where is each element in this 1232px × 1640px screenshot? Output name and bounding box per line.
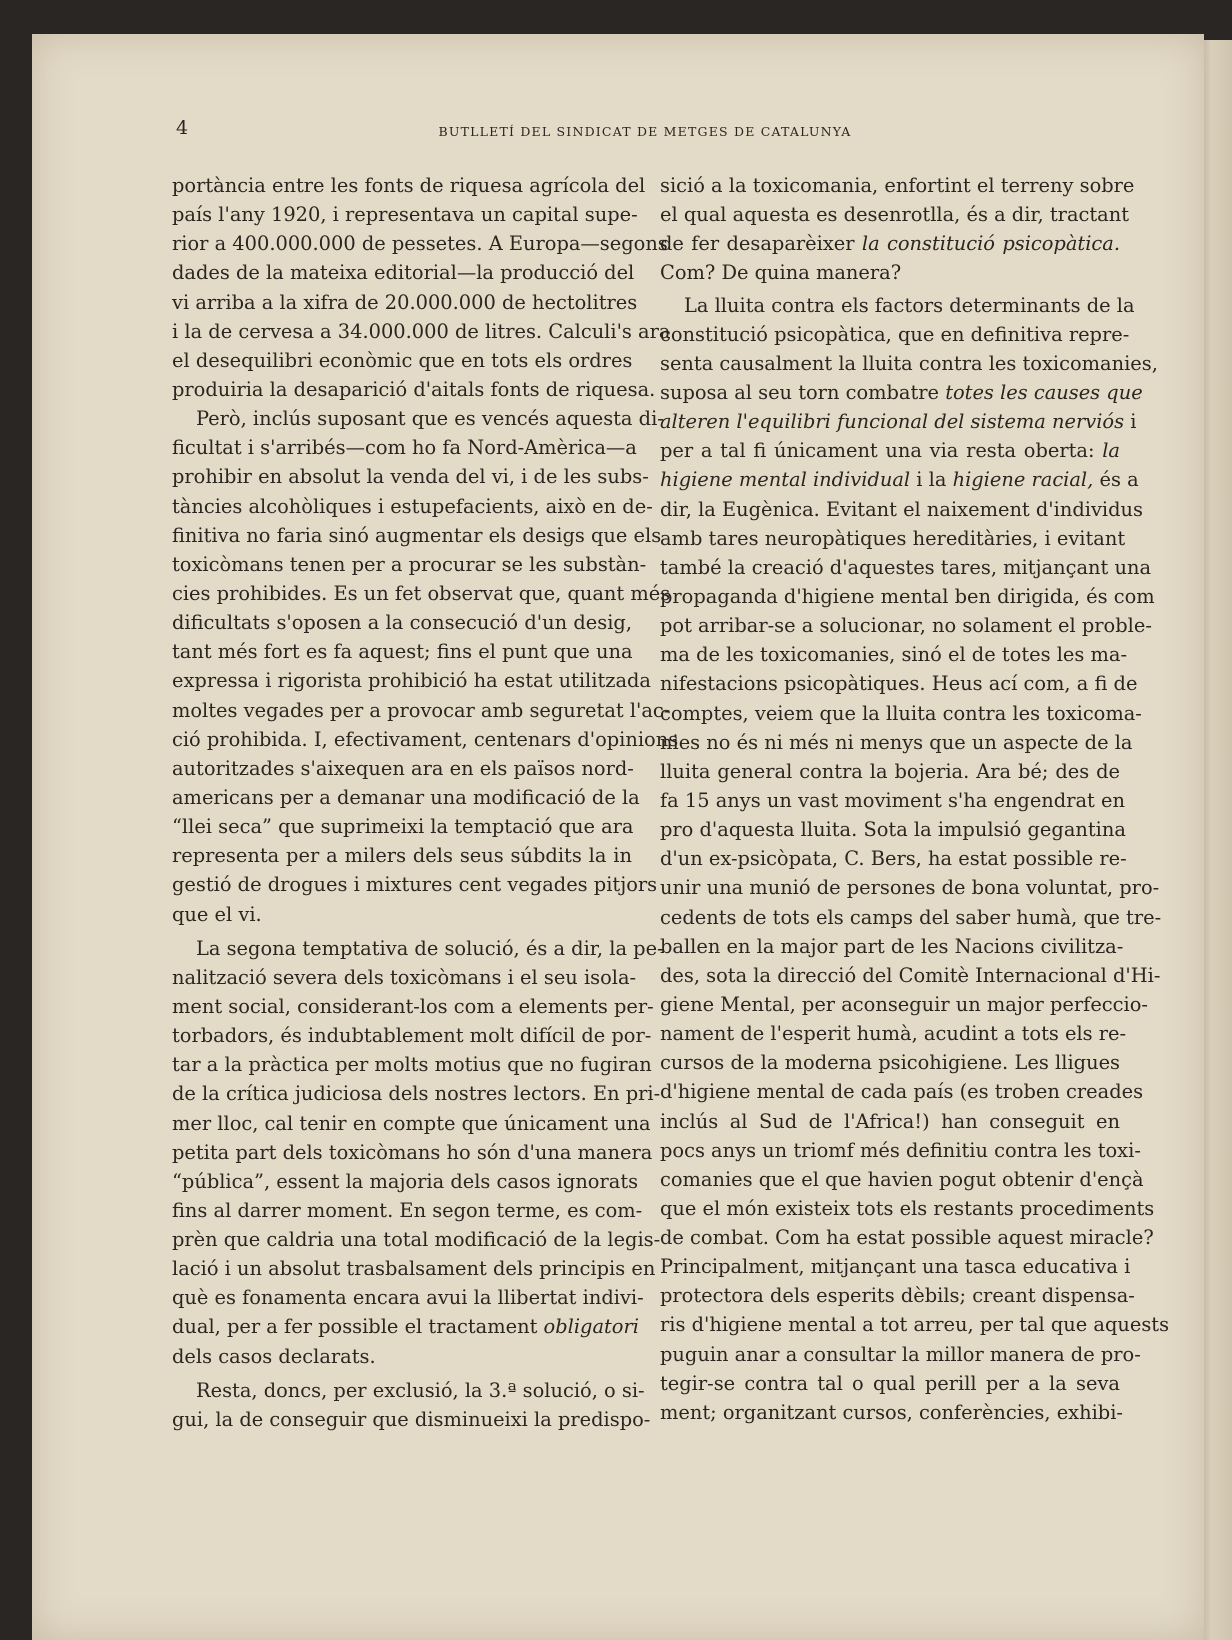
text-line [172,841,632,870]
text-line [660,1165,1144,1194]
text-line [660,1136,1141,1165]
line-text: de fer desaparèixer [660,232,862,256]
text-line [660,728,1133,757]
text-line [172,1196,643,1225]
text-line [660,1398,1123,1427]
text-line [660,990,1148,1019]
line-text: Principalment, mitjançant una tasca educativa i [660,1255,1131,1279]
text-line [172,608,632,637]
line-text: produiria la desaparició d'aitals fonts de riquesa. [172,377,656,401]
line-text: vi arriba a la xifra de 20.000.000 de hectolitres [172,290,638,314]
line-text: La lluita contra els factors determinants de la [684,293,1135,317]
line-text: pocs anys un triomf més definitiu contra les toxi- [660,1138,1141,1162]
text-line [172,637,632,666]
text-line [660,291,1135,320]
line-text: protectora dels esperits dèbils; creant dispensa- [660,1284,1135,1308]
text-line [660,378,1143,407]
line-text: “llei seca” que suprimeixi la temptació que ara [172,815,634,839]
italic-phrase: la [1102,439,1120,463]
line-text: portància entre les fonts de riquesa agrícola del [172,174,646,197]
text-line [660,1223,1154,1252]
line-text: representa per a milers dels seus súbdits la in [172,844,632,868]
line-text: gestió de drogues i mixtures cent vegades pitjors [172,873,658,897]
line-text: Però, inclús suposant que es vencés aquesta di- [196,407,664,431]
line-text: tant més fort es fa aquest; fins el punt que una [172,640,633,664]
text-line [172,783,640,812]
line-text: què es fonamenta encara avui la llibertat indivi- [172,1286,644,1310]
text-line [660,815,1126,844]
line-text: que el vi. [172,902,262,926]
line-text: prohibir en absolut la venda del vi, i de les subs- [172,465,649,489]
text-line [172,521,662,550]
text-line [172,900,632,929]
line-text: sició a la toxicomania, enfortint el terreny sobre [660,174,1135,197]
text-line [172,1167,639,1196]
text-line [660,1194,1155,1223]
line-text: és a [1093,468,1139,492]
text-line [660,407,1137,436]
line-text: americans per a demanar una modificació de la [172,785,640,809]
line-text: ballen en la major part de les Nacions civilitza- [660,934,1124,958]
left-text-column [172,171,679,1434]
line-text: mer lloc, cal tenir en compte que únicament una [172,1111,651,1135]
text-line [660,553,1152,582]
line-text: i [1124,410,1137,434]
text-line [172,1109,651,1138]
line-text: petita part dels toxicòmans ho són d'una manera [172,1140,653,1164]
text-line [172,1079,661,1108]
line-text: toxicòmans tenen per a procurar se les substàn- [172,552,647,576]
text-line [660,873,1160,902]
text-line [172,870,658,899]
line-text: també la creació d'aquestes tares, mitjançant una [660,555,1152,579]
running-head: BUTLLETÍ DEL SINDICAT DE METGES DE CATALUNYA [438,124,852,139]
text-line [660,1048,1120,1077]
text-line [172,1225,661,1254]
line-text: dual, per a fer possible el tractament [172,1315,544,1339]
line-text: nifestacions psicopàtiques. Heus ací com, a fi de [660,672,1138,696]
text-line [660,1281,1135,1310]
text-line [660,258,1120,287]
text-line [660,757,1120,786]
line-text: suposa al seu torn combatre [660,380,946,404]
text-line [172,696,671,725]
line-text: nament de l'esperit humà, acudint a tots els re- [660,1022,1127,1046]
line-text: propaganda d'higiene mental ben dirigida, és com [660,584,1155,608]
text-line [172,1283,644,1312]
text-line [660,1252,1131,1281]
text-line [660,495,1143,524]
text-line [172,666,651,695]
text-line [660,200,1130,229]
line-text: prèn que caldria una total modificació de la legis- [172,1228,661,1252]
line-text: d'higiene mental de cada país (es troben creades [660,1080,1144,1104]
text-line [660,582,1155,611]
text-line [660,640,1127,669]
line-text: finitiva no faria sinó augmentar els desigs que els [172,523,662,547]
line-text: ma de les toxicomanies, sinó el de totes les ma- [660,643,1127,667]
line-text: cursos de la moderna psicohigiene. Les lligues [660,1051,1120,1075]
line-text: dels casos declarats. [172,1344,376,1368]
text-line [172,258,635,287]
line-text: La segona temptativa de solució, és a dir, la pe- [196,936,664,960]
text-line [172,725,679,754]
line-text: el desequilibri econòmic que en tots els ordres [172,348,633,372]
line-text: país l'any 1920, i representava un capital supe- [172,203,638,227]
line-text: i la [910,468,953,492]
line-text: rior a 400.000.000 de pessetes. A Europa—segons [172,232,668,256]
text-line [660,1369,1120,1398]
line-text: pro d'aquesta lluita. Sota la impulsió gegantina [660,818,1126,842]
text-line [660,465,1139,494]
italic-phrase: la constitució psicopàtica. [861,232,1120,256]
line-text: ris d'higiene mental a tot arreu, per tal que aquests [660,1313,1170,1337]
text-line [660,229,1120,258]
text-line [172,433,637,462]
text-line [172,550,647,579]
line-text: constitució psicopàtica, que en definitiva repre- [660,322,1130,346]
text-line [660,1310,1170,1339]
line-text: nies no és ni més ni menys que un aspecte de la [660,730,1133,754]
text-line [172,1021,652,1050]
text-line [172,229,668,258]
text-line [660,320,1130,349]
text-line [660,932,1124,961]
line-text: comanies que el que havien pogut obtenir d'ençà [660,1167,1144,1191]
text-line [172,934,664,963]
text-line [660,844,1127,873]
line-text: dir, la Eugènica. Evitant el naixement d'individus [660,497,1143,521]
line-text: i la de cervesa a 34.000.000 de litres. Calculi's ara [172,319,671,343]
line-text: dificultats s'oposen a la consecució d'un desig, [172,611,632,635]
text-line [660,524,1126,553]
line-text: Com? De quina manera? [660,261,902,285]
line-text: comptes, veiem que la lluita contra les toxicoma- [660,701,1142,725]
line-text: “pública”, essent la majoria dels casos ignorats [172,1169,639,1193]
text-line [172,492,653,521]
line-text: tàncies alcohòliques i estupefacients, això en de- [172,494,653,518]
text-line [660,786,1125,815]
line-text: de la crítica judiciosa dels nostres lectors. En pri- [172,1082,661,1106]
text-line [660,1019,1127,1048]
line-text: Resta, doncs, per exclusió, la 3.ª solució, o si- [196,1378,645,1402]
text-line [172,200,638,229]
line-text: ficultat i s'arribés—com ho fa Nord-Amèrica—a [172,436,637,460]
line-text: el qual aquesta es desenrotlla, és a dir, tractant [660,203,1130,227]
line-text: fins al darrer moment. En segon terme, es com- [172,1198,643,1222]
line-text: expressa i rigorista prohibició ha estat utilitzada [172,669,651,693]
italic-phrase: obligatori [543,1315,639,1339]
line-text: per a tal fi únicament una via resta oberta: [660,439,1103,463]
right-text-column [660,171,1170,1427]
line-text: senta causalment la lluita contra les toxicomanies, [660,351,1158,375]
text-line [172,1405,651,1434]
text-line [172,317,671,346]
text-line [660,349,1158,378]
text-line [660,669,1138,698]
line-text: cies prohibides. Es un fet observat que, quant més [172,581,671,605]
text-line [172,812,632,841]
line-text: inclús al Sud de l'Africa!) han conseguit en [660,1109,1120,1133]
text-line [172,1138,653,1167]
line-text: amb tares neuropàtiques hereditàries, i evitant [660,526,1126,550]
line-text: fa 15 anys un vast moviment s'ha engendrat en [660,788,1125,812]
line-text: pot arribar-se a solucionar, no solament el proble- [660,614,1152,638]
text-line [172,375,656,404]
line-text: que el món existeix tots els restants procediments [660,1196,1155,1220]
text-line [660,1077,1144,1106]
text-line [172,754,632,783]
line-text: lluita general contra la bojeria. Ara bé; des de [660,759,1120,783]
text-line [172,1254,656,1283]
italic-phrase: higiene racial, [952,468,1094,492]
italic-phrase: alteren l'equilibri funcional del sistema nerviós [660,410,1125,434]
text-line [660,171,1135,200]
line-text: d'un ex-psicòpata, C. Bers, ha estat possible re- [660,847,1127,871]
line-text: lació i un absolut trasbalsament dels principis en [172,1257,656,1281]
text-line [660,699,1142,728]
line-text: ment; organitzant cursos, conferències, exhibi- [660,1400,1123,1424]
line-text: unir una munió de persones de bona voluntat, pro- [660,876,1160,900]
line-text: puguin anar a consultar la millor manera de pro- [660,1342,1141,1366]
text-line [660,1340,1141,1369]
line-text: tar a la pràctica per molts motius que no fugiran [172,1053,652,1077]
line-text: ció prohibida. I, efectivament, centenars d'opinions [172,727,679,751]
line-text: giene Mental, per aconseguir un major perfeccio- [660,992,1148,1016]
text-line [660,1107,1120,1136]
text-line [172,1312,639,1341]
line-text: dades de la mateixa editorial—la producció del [172,261,635,285]
text-line [172,1050,652,1079]
line-text: de combat. Com ha estat possible aquest miracle? [660,1226,1154,1250]
text-line [172,288,638,317]
line-text: cedents de tots els camps del saber humà, que tre- [660,905,1162,929]
text-line [172,404,664,433]
text-line [660,961,1161,990]
text-line [172,1376,645,1405]
text-line [660,903,1162,932]
text-line [660,436,1120,465]
line-text: tegir-se contra tal o qual perill per a la seva [660,1371,1120,1395]
text-line [172,963,637,992]
line-text: autoritzades s'aixequen ara en els països nord- [172,756,634,780]
text-line [172,992,654,1021]
line-text: ment social, considerant-los com a elements per- [172,994,654,1018]
text-line [172,579,671,608]
text-line [172,1342,632,1371]
line-text: torbadors, és indubtablement molt difícil de por- [172,1024,652,1048]
line-text: nalització severa dels toxicòmans i el seu isola- [172,965,637,989]
line-text: moltes vegades per a provocar amb seguretat l'ac- [172,698,671,722]
page-number: 4 [176,117,189,139]
italic-phrase: totes les causes que [945,380,1143,404]
text-line [172,462,649,491]
text-line [172,346,632,375]
text-line [660,611,1152,640]
line-text: des, sota la direcció del Comitè Internacional d'Hi- [660,963,1161,987]
text-line [172,171,646,200]
line-text: gui, la de conseguir que disminueixi la predispo- [172,1407,651,1431]
italic-phrase: higiene mental individual [660,468,911,492]
